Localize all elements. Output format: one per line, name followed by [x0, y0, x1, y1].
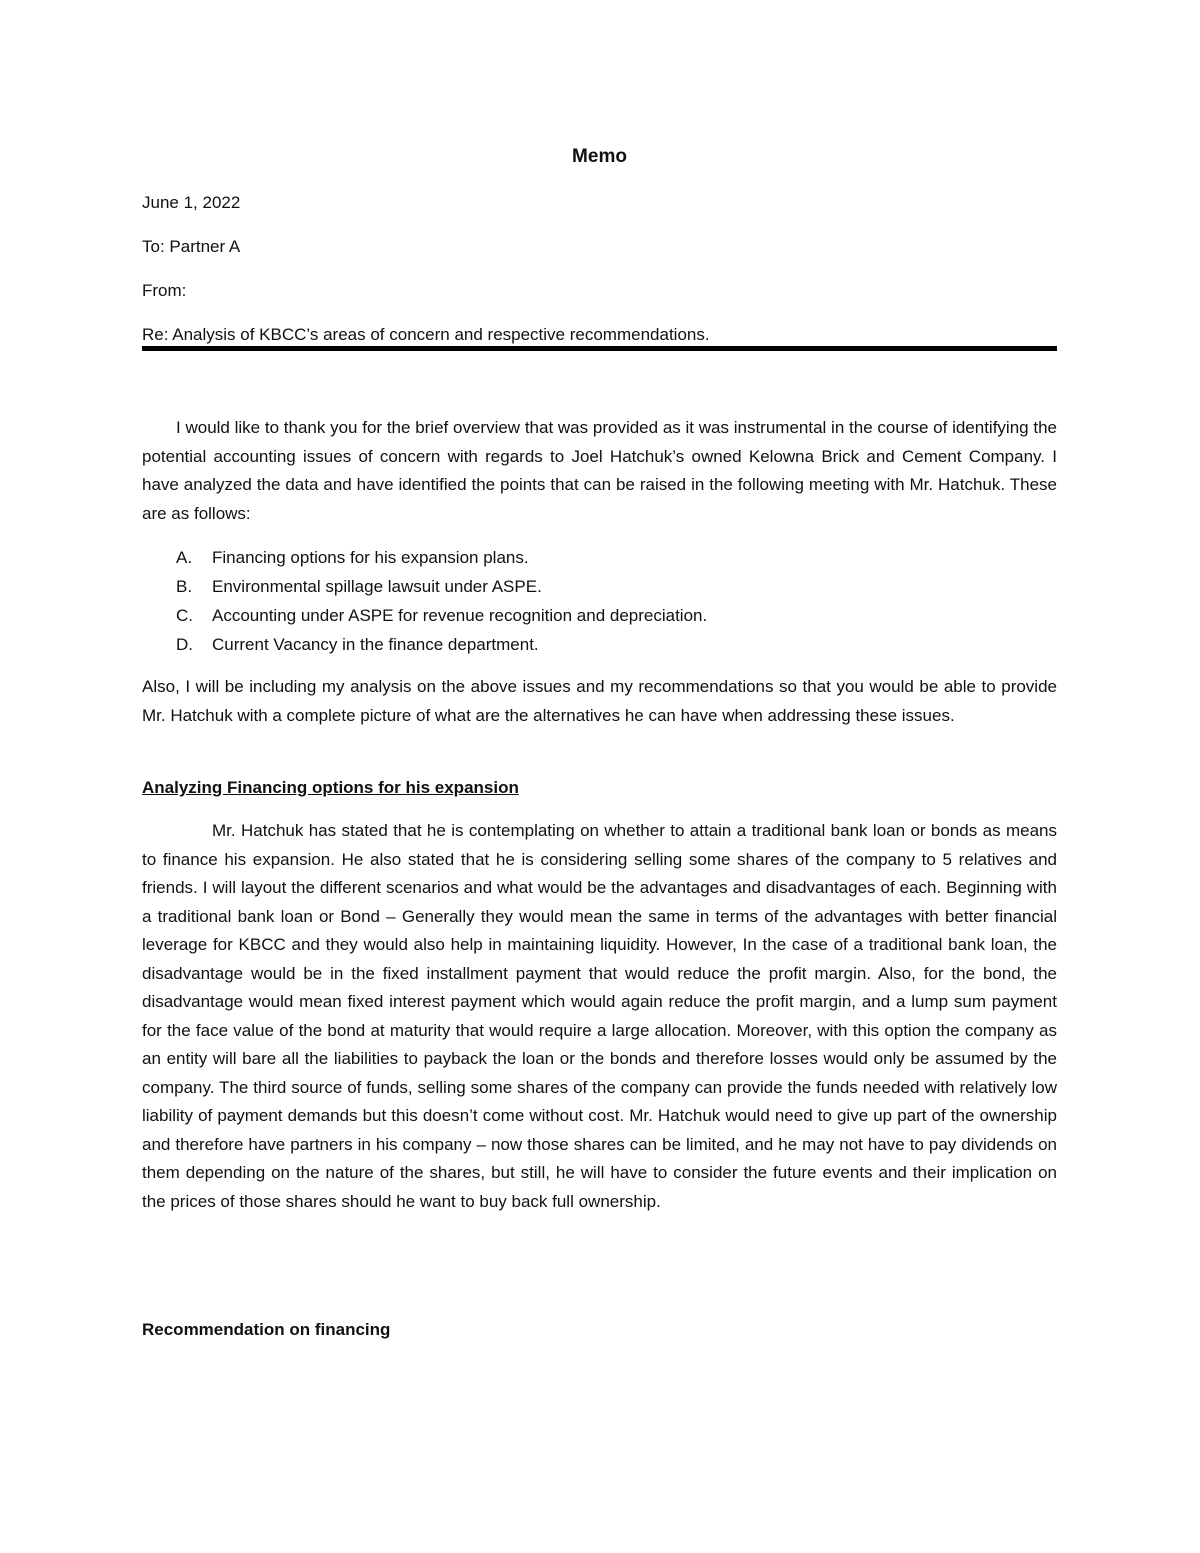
list-marker: D. — [176, 635, 193, 654]
list-item — [142, 601, 1057, 630]
memo-page — [142, 0, 1057, 1553]
memo-title: Memo — [572, 146, 627, 167]
section-heading-recommendation: Recommendation on financing — [142, 1320, 391, 1339]
list-marker: B. — [176, 577, 193, 596]
list-item — [142, 572, 1057, 601]
list-item-text: Financing options for his expansion plans. — [212, 548, 529, 567]
list-item — [142, 630, 1057, 659]
memo-from: From: — [142, 281, 187, 300]
issues-list — [142, 543, 1057, 659]
list-marker: A. — [176, 548, 193, 567]
section-heading-financing-options: Analyzing Financing options for his expansion — [142, 778, 519, 797]
list-item-text: Current Vacancy in the finance department. — [212, 635, 539, 654]
memo-subject: Re: Analysis of KBCC’s areas of concern and respective recommendations. — [142, 325, 710, 344]
list-item-text: Accounting under ASPE for revenue recognition and depreciation. — [212, 606, 708, 625]
list-item — [142, 543, 1057, 572]
financing-analysis-paragraph: Mr. Hatchuk has stated that he is contemplating on whether to attain a traditional bank loan or bonds as means to finance his expansion. He also stated that he is considering selling some shares of the company to 5 relatives and friends. I will layout the different scenarios and what would be the advantages and disadvantages of each. Beginning with a traditional bank loan or Bond – Generally they would mean the same in terms of the advantages with better financial leverage for KBCC and they would also help in maintaining liquidity. However, In the case of a traditional bank loan, the disadvantage would be in the fixed installment payment that would reduce the profit margin. Also, for the bond, the disadvantage would mean fixed interest payment which would again reduce the profit margin, and a lump sum payment for the face value of the bond at maturity that would require a large allocation. Moreover, with this option the company as an entity will bare all the liabilities to payback the loan or the bonds and therefore losses would only be assumed by the company. The third source of funds, selling some shares of the company can provide the funds needed with relatively low liability of payment demands but this doesn’t come without cost. Mr. Hatchuk would need to give up part of the ownership and therefore have partners in his company – now those shares can be limited, and he may not have to pay dividends on them depending on the nature of the shares, but still, he will have to consider the future events and their implication on the prices of those shares should he want to buy back full ownership. — [142, 821, 1057, 1211]
list-item-text: Environmental spillage lawsuit under ASPE. — [212, 577, 542, 596]
intro-paragraph: I would like to thank you for the brief overview that was provided as it was instrumental in the course of identifying the potential accounting issues of concern with regards to Joel Hatchuk’s owned Kelowna Brick and Cement Company. I have analyzed the data and have identified the points that can be raised in the following meeting with Mr. Hatchuk. These are as follows: — [142, 418, 1057, 523]
list-marker: C. — [176, 606, 193, 625]
memo-to: To: Partner A — [142, 237, 241, 256]
memo-date: June 1, 2022 — [142, 193, 241, 212]
also-paragraph: Also, I will be including my analysis on the above issues and my recommendations so that you would be able to provide Mr. Hatchuk with a complete picture of what are the alternatives he can have when addressing these issues. — [142, 677, 1057, 725]
header-divider — [142, 346, 1057, 351]
